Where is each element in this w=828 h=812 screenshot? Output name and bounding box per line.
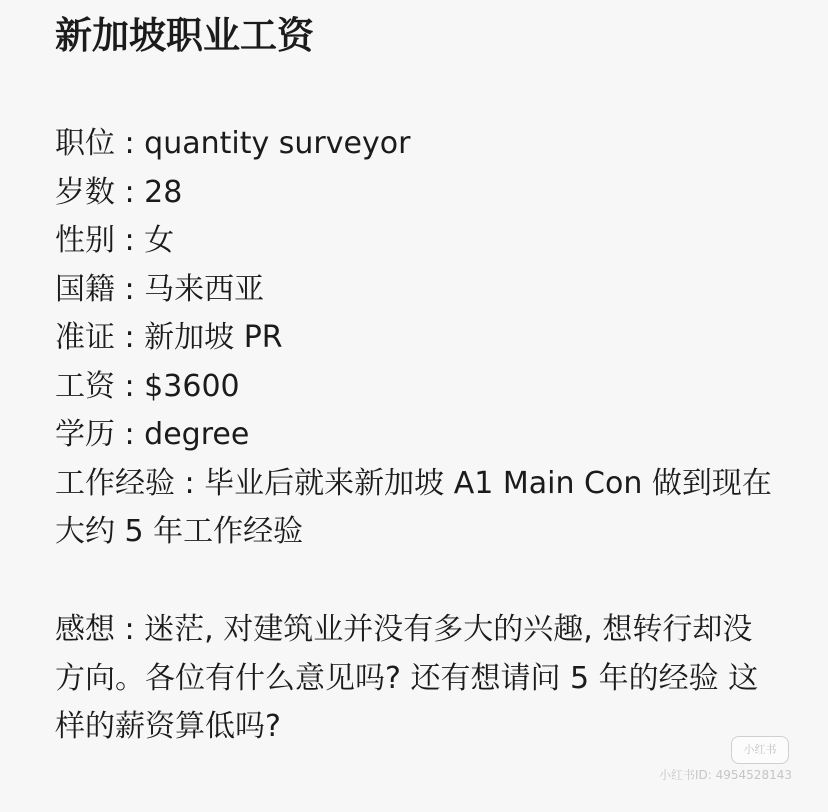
field-gender: 性别 : 女 xyxy=(55,223,175,258)
profile-fields xyxy=(55,120,785,557)
field-experience: 工作经验 : 毕业后就来新加坡 A1 Main Con 做到现在 大约 5 年工作经验 xyxy=(55,465,772,549)
field-salary: 工资 : $3600 xyxy=(55,368,240,404)
field-position: 职位 : quantity surveyor xyxy=(55,126,411,161)
page-title: 新加坡职业工资 xyxy=(55,14,314,57)
xiaohongshu-logo: 小红书 xyxy=(731,736,789,764)
field-education: 学历 : degree xyxy=(55,417,250,452)
field-nationality: 国籍 : 马来西亚 xyxy=(55,271,265,307)
feeling-text: 感想 : 迷茫, 对建筑业并没有多大的兴趣, 想转行却没方向。各位有什么意见吗? 还有想请问 5 年的经验 这样的薪资算低吗? xyxy=(55,612,759,744)
watermark-id: 小红书ID: 4954528143 xyxy=(659,768,792,782)
field-pass: 准证 : 新加坡 PR xyxy=(55,320,283,355)
field-age: 岁数 : 28 xyxy=(55,174,183,210)
